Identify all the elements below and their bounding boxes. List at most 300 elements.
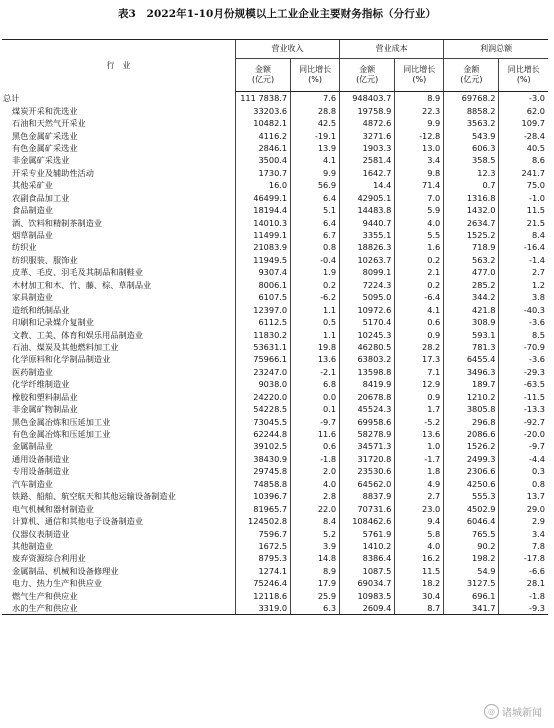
cost-growth: 7.0 — [395, 192, 444, 204]
revenue-growth: 0.5 — [291, 316, 340, 328]
profit-amount: 696.1 — [444, 590, 499, 602]
profit-amount: 0.7 — [444, 179, 499, 191]
profit-amount: 718.9 — [444, 241, 499, 253]
profit-growth: -9.3 — [499, 602, 548, 615]
cost-growth: 4.0 — [395, 216, 444, 228]
industry-name: 造纸和纸制品业 — [12, 304, 70, 315]
profit-growth: -9.7 — [499, 440, 548, 452]
profit-growth: 21.5 — [499, 216, 548, 228]
cost-growth: 5.9 — [395, 204, 444, 216]
revenue-amount: 39102.5 — [235, 440, 290, 452]
cost-amount: 14.4 — [340, 179, 395, 191]
industry-name: 文教、工美、体育和娱乐用品制造业 — [12, 329, 144, 340]
profit-amount: 198.2 — [444, 552, 499, 564]
amount-header: 金额 (亿元) — [340, 59, 395, 92]
profit-amount: 593.1 — [444, 328, 499, 340]
cost-amount: 46280.5 — [340, 341, 395, 353]
industry-name: 废弃资源综合利用业 — [12, 553, 86, 564]
cost-growth: -1.7 — [395, 453, 444, 465]
profit-growth: -16.4 — [499, 241, 548, 253]
table-row — [2, 303, 548, 315]
revenue-growth: 13.6 — [291, 353, 340, 365]
industry-name: 有色金属冶炼和压延加工业 — [12, 429, 111, 440]
revenue-growth: 0.2 — [291, 279, 340, 291]
cost-amount: 10245.3 — [340, 328, 395, 340]
profit-group-header: 利润总额 — [444, 40, 548, 59]
revenue-amount: 33203.6 — [235, 104, 290, 116]
table-row — [2, 391, 548, 403]
profit-growth: 0.8 — [499, 478, 548, 490]
revenue-amount: 29745.8 — [235, 465, 290, 477]
profit-amount: 421.8 — [444, 303, 499, 315]
revenue-amount: 11830.2 — [235, 328, 290, 340]
industry-name: 皮革、毛皮、羽毛及其制品和制鞋业 — [12, 267, 144, 278]
revenue-amount: 75246.4 — [235, 577, 290, 589]
cost-growth: -12.8 — [395, 129, 444, 141]
industry-name: 黑色金属冶炼和压延加工业 — [12, 416, 111, 427]
table-row — [2, 241, 548, 253]
profit-amount: 6046.4 — [444, 515, 499, 527]
industry-name: 家具制造业 — [12, 292, 53, 303]
watermark-logo-icon: ◎ — [484, 704, 499, 719]
profit-amount: 12.3 — [444, 167, 499, 179]
revenue-growth: 14.8 — [291, 552, 340, 564]
profit-growth: -1.4 — [499, 254, 548, 266]
industry-name: 有色金属矿采选业 — [12, 142, 78, 153]
table-row — [2, 279, 548, 291]
cost-amount: 7224.3 — [340, 279, 395, 291]
cost-amount: 69958.6 — [340, 415, 395, 427]
profit-growth: 29.0 — [499, 502, 548, 514]
profit-growth: -40.3 — [499, 303, 548, 315]
cost-growth: 1.8 — [395, 465, 444, 477]
cost-growth: 13.0 — [395, 142, 444, 154]
revenue-growth: 13.9 — [291, 142, 340, 154]
profit-growth: 7.8 — [499, 540, 548, 552]
revenue-amount: 54228.5 — [235, 403, 290, 415]
industry-name: 石油和天然气开采业 — [12, 118, 86, 129]
cost-amount: 5761.9 — [340, 527, 395, 539]
revenue-growth: 3.9 — [291, 540, 340, 552]
industry-name: 通用设备制造业 — [12, 453, 70, 464]
cost-amount: 23530.6 — [340, 465, 395, 477]
profit-growth: 2.7 — [499, 266, 548, 278]
cost-amount: 34571.3 — [340, 440, 395, 452]
cost-growth: 28.2 — [395, 341, 444, 353]
profit-growth: 3.4 — [499, 527, 548, 539]
cost-growth: 0.2 — [395, 254, 444, 266]
profit-amount: 189.7 — [444, 378, 499, 390]
profit-growth: 0.3 — [499, 465, 548, 477]
industry-name: 木材加工和木、竹、藤、棕、草制品业 — [12, 279, 152, 290]
revenue-amount: 1274.1 — [235, 565, 290, 577]
profit-amount: 3563.2 — [444, 117, 499, 129]
table-row — [2, 129, 548, 141]
revenue-growth: -19.1 — [291, 129, 340, 141]
cost-growth: 9.8 — [395, 167, 444, 179]
cost-amount: 19758.9 — [340, 104, 395, 116]
profit-amount: 555.3 — [444, 490, 499, 502]
industry-name: 非金属矿采选业 — [12, 155, 70, 166]
revenue-amount: 3500.4 — [235, 154, 290, 166]
cost-amount: 3271.6 — [340, 129, 395, 141]
revenue-growth: 0.0 — [291, 391, 340, 403]
profit-amount: 4250.6 — [444, 478, 499, 490]
profit-amount: 563.2 — [444, 254, 499, 266]
industry-header: 行 业 — [2, 40, 235, 92]
cost-growth: 1.0 — [395, 440, 444, 452]
profit-amount: 1210.2 — [444, 391, 499, 403]
cost-growth: 0.9 — [395, 391, 444, 403]
revenue-growth: 19.8 — [291, 341, 340, 353]
profit-amount: 90.2 — [444, 540, 499, 552]
cost-growth: 12.9 — [395, 378, 444, 390]
cost-growth: 5.8 — [395, 527, 444, 539]
revenue-growth: 5.2 — [291, 527, 340, 539]
profit-amount: 2634.7 — [444, 216, 499, 228]
revenue-amount: 2846.1 — [235, 142, 290, 154]
profit-growth: 40.5 — [499, 142, 548, 154]
profit-amount: 1525.2 — [444, 229, 499, 241]
revenue-amount: 18194.4 — [235, 204, 290, 216]
cost-growth: 22.3 — [395, 104, 444, 116]
revenue-amount: 12397.0 — [235, 303, 290, 315]
table-row — [2, 341, 548, 353]
cost-growth: 30.4 — [395, 590, 444, 602]
revenue-amount: 24220.0 — [235, 391, 290, 403]
profit-growth: -29.3 — [499, 366, 548, 378]
revenue-growth: 1.1 — [291, 303, 340, 315]
cost-growth: -6.4 — [395, 291, 444, 303]
table-row — [2, 565, 548, 577]
watermark — [484, 704, 542, 719]
industry-name: 汽车制造业 — [12, 478, 53, 489]
revenue-growth: 2.0 — [291, 465, 340, 477]
profit-growth: -1.8 — [499, 590, 548, 602]
profit-growth: -11.5 — [499, 391, 548, 403]
revenue-amount: 9307.4 — [235, 266, 290, 278]
profit-amount: 3496.3 — [444, 366, 499, 378]
industry-name: 化学原料和化学制品制造业 — [12, 354, 111, 365]
table-row — [2, 353, 548, 365]
revenue-amount: 11949.5 — [235, 254, 290, 266]
cost-growth: 2.7 — [395, 490, 444, 502]
table-row — [2, 428, 548, 440]
cost-amount: 31720.8 — [340, 453, 395, 465]
revenue-amount: 9038.0 — [235, 378, 290, 390]
table-row — [2, 179, 548, 191]
cost-growth: -5.2 — [395, 415, 444, 427]
industry-name: 医药制造业 — [12, 366, 53, 377]
profit-amount: 606.3 — [444, 142, 499, 154]
profit-amount: 781.3 — [444, 341, 499, 353]
industry-name: 开采专业及辅助性活动 — [12, 167, 94, 178]
cost-amount: 42905.1 — [340, 192, 395, 204]
profit-growth: 2.9 — [499, 515, 548, 527]
industry-name: 煤炭开采和洗选业 — [12, 105, 78, 116]
industry-name: 橡胶和塑料制品业 — [12, 391, 78, 402]
table-row — [2, 154, 548, 166]
cost-growth: 1.7 — [395, 403, 444, 415]
table-row — [2, 266, 548, 278]
industry-name: 水的生产和供应业 — [2, 602, 235, 615]
table-row — [2, 440, 548, 452]
cost-amount: 20678.8 — [340, 391, 395, 403]
cost-amount: 5095.0 — [340, 291, 395, 303]
profit-growth: -4.4 — [499, 453, 548, 465]
cost-growth: 17.3 — [395, 353, 444, 365]
amount-header: 金额 (亿元) — [235, 59, 290, 92]
cost-amount: 3355.1 — [340, 229, 395, 241]
cost-growth: 9.4 — [395, 515, 444, 527]
cost-growth: 1.6 — [395, 241, 444, 253]
profit-growth: 8.4 — [499, 229, 548, 241]
table-row — [2, 378, 548, 390]
cost-amount: 14483.8 — [340, 204, 395, 216]
cost-group-header: 营业成本 — [340, 40, 444, 59]
revenue-group-header: 营业收入 — [235, 40, 339, 59]
cost-amount: 8837.9 — [340, 490, 395, 502]
cost-growth: 9.9 — [395, 117, 444, 129]
profit-growth: 1.2 — [499, 279, 548, 291]
profit-growth: 8.6 — [499, 154, 548, 166]
revenue-amount: 75966.1 — [235, 353, 290, 365]
profit-growth: -92.7 — [499, 415, 548, 427]
revenue-amount: 10396.7 — [235, 490, 290, 502]
revenue-amount: 7596.7 — [235, 527, 290, 539]
profit-amount: 344.2 — [444, 291, 499, 303]
industry-name: 总计 — [3, 92, 20, 103]
cost-growth: 4.9 — [395, 478, 444, 490]
revenue-amount: 111 7838.7 — [235, 92, 290, 105]
profit-growth: -13.3 — [499, 403, 548, 415]
revenue-amount: 4116.2 — [235, 129, 290, 141]
cost-amount: 2581.4 — [340, 154, 395, 166]
cost-growth: 23.0 — [395, 502, 444, 514]
profit-growth: -17.8 — [499, 552, 548, 564]
revenue-growth: 6.7 — [291, 229, 340, 241]
revenue-growth: 7.6 — [291, 92, 340, 105]
growth-header: 同比增长 (%) — [499, 59, 548, 92]
cost-amount: 8099.1 — [340, 266, 395, 278]
industry-name: 计算机、通信和其他电子设备制造业 — [12, 516, 144, 527]
table-row — [2, 490, 548, 502]
industry-name: 食品制造业 — [12, 205, 53, 216]
cost-amount: 8419.9 — [340, 378, 395, 390]
cost-amount: 10983.5 — [340, 590, 395, 602]
revenue-growth: 4.0 — [291, 478, 340, 490]
cost-growth: 8.9 — [395, 92, 444, 105]
revenue-growth: 4.1 — [291, 154, 340, 166]
profit-amount: 296.8 — [444, 415, 499, 427]
cost-amount: 58278.9 — [340, 428, 395, 440]
profit-amount: 69768.2 — [444, 92, 499, 105]
cost-growth: 2.1 — [395, 266, 444, 278]
revenue-amount: 16.0 — [235, 179, 290, 191]
table-row — [2, 465, 548, 477]
revenue-growth: 8.4 — [291, 515, 340, 527]
amount-header: 金额 (亿元) — [444, 59, 499, 92]
revenue-growth: -9.7 — [291, 415, 340, 427]
profit-amount: 1316.8 — [444, 192, 499, 204]
cost-growth: 8.7 — [395, 602, 444, 615]
profit-growth: -28.4 — [499, 129, 548, 141]
cost-amount: 8386.4 — [340, 552, 395, 564]
industry-name: 纺织业 — [12, 242, 37, 253]
profit-amount: 285.2 — [444, 279, 499, 291]
revenue-growth: 6.4 — [291, 216, 340, 228]
cost-amount: 948403.7 — [340, 92, 395, 105]
cost-amount: 5170.4 — [340, 316, 395, 328]
revenue-growth: -2.1 — [291, 366, 340, 378]
profit-amount: 477.0 — [444, 266, 499, 278]
revenue-growth: 5.1 — [291, 204, 340, 216]
revenue-growth: 1.9 — [291, 266, 340, 278]
profit-growth: -20.0 — [499, 428, 548, 440]
revenue-growth: 11.6 — [291, 428, 340, 440]
revenue-amount: 46499.1 — [235, 192, 290, 204]
industry-name: 其他采矿业 — [12, 180, 53, 191]
profit-amount: 3805.8 — [444, 403, 499, 415]
industry-name: 金属制品、机械和设备修理业 — [12, 565, 119, 576]
table-row — [2, 216, 548, 228]
table-row — [2, 316, 548, 328]
profit-growth: -3.6 — [499, 353, 548, 365]
profit-growth: 241.7 — [499, 167, 548, 179]
table-row — [2, 403, 548, 415]
industry-name: 烟草制品业 — [12, 230, 53, 241]
profit-amount: 341.7 — [444, 602, 499, 615]
revenue-growth: 9.9 — [291, 167, 340, 179]
revenue-amount: 6112.5 — [235, 316, 290, 328]
table-row — [2, 328, 548, 340]
cost-amount: 9440.7 — [340, 216, 395, 228]
profit-amount: 2086.6 — [444, 428, 499, 440]
revenue-amount: 124502.8 — [235, 515, 290, 527]
profit-amount: 308.9 — [444, 316, 499, 328]
cost-amount: 1903.3 — [340, 142, 395, 154]
profit-growth: 3.8 — [499, 291, 548, 303]
cost-growth: 4.1 — [395, 303, 444, 315]
cost-growth: 3.4 — [395, 154, 444, 166]
cost-amount: 10263.7 — [340, 254, 395, 266]
revenue-amount: 62244.8 — [235, 428, 290, 440]
industry-name: 酒、饮料和精制茶制造业 — [12, 217, 103, 228]
cost-growth: 18.2 — [395, 577, 444, 589]
industry-name: 印刷和记录媒介复制业 — [12, 317, 94, 328]
industry-name: 纺织服装、服饰业 — [12, 254, 78, 265]
revenue-growth: 0.8 — [291, 241, 340, 253]
revenue-amount: 6107.5 — [235, 291, 290, 303]
cost-amount: 1410.2 — [340, 540, 395, 552]
industry-name: 非金属矿物制品业 — [12, 404, 78, 415]
profit-growth: 11.5 — [499, 204, 548, 216]
cost-growth: 5.5 — [395, 229, 444, 241]
table-row — [2, 117, 548, 129]
cost-amount: 13598.8 — [340, 366, 395, 378]
table-row — [2, 478, 548, 490]
table-title: 表3 2022年1-10月份规模以上工业企业主要财务指标（分行业） — [117, 8, 437, 20]
table-row — [2, 291, 548, 303]
revenue-growth: 6.4 — [291, 192, 340, 204]
profit-growth: -63.5 — [499, 378, 548, 390]
revenue-amount: 10482.1 — [235, 117, 290, 129]
revenue-amount: 21083.9 — [235, 241, 290, 253]
cost-growth: 0.2 — [395, 279, 444, 291]
cost-amount: 1642.7 — [340, 167, 395, 179]
cost-amount: 64562.0 — [340, 478, 395, 490]
profit-amount: 765.5 — [444, 527, 499, 539]
profit-amount: 3127.5 — [444, 577, 499, 589]
revenue-growth: -6.2 — [291, 291, 340, 303]
revenue-growth: 42.5 — [291, 117, 340, 129]
cost-growth: 11.5 — [395, 565, 444, 577]
table-row — [2, 192, 548, 204]
table-row — [2, 577, 548, 589]
revenue-amount: 38430.9 — [235, 453, 290, 465]
revenue-growth: 28.8 — [291, 104, 340, 116]
table-row — [2, 366, 548, 378]
cost-amount: 10972.6 — [340, 303, 395, 315]
revenue-growth: 8.9 — [291, 565, 340, 577]
revenue-growth: -1.8 — [291, 453, 340, 465]
profit-amount: 358.5 — [444, 154, 499, 166]
table-row — [2, 540, 548, 552]
cost-amount: 63803.2 — [340, 353, 395, 365]
watermark-text: 诸城新闻 — [502, 708, 542, 719]
profit-growth: 62.0 — [499, 104, 548, 116]
cost-amount: 1087.5 — [340, 565, 395, 577]
cost-growth: 0.9 — [395, 328, 444, 340]
industry-name: 电力、热力生产和供应业 — [12, 578, 103, 589]
revenue-growth: 22.0 — [291, 502, 340, 514]
table-row — [2, 515, 548, 527]
profit-amount: 1432.0 — [444, 204, 499, 216]
revenue-amount: 8006.1 — [235, 279, 290, 291]
revenue-amount: 74858.8 — [235, 478, 290, 490]
industry-name: 燃气生产和供应业 — [12, 590, 78, 601]
profit-growth: -3.0 — [499, 92, 548, 105]
revenue-growth: 0.6 — [291, 440, 340, 452]
industry-name: 仪器仪表制造业 — [12, 528, 70, 539]
table-row — [2, 92, 548, 105]
profit-growth: -3.6 — [499, 316, 548, 328]
revenue-amount: 1730.7 — [235, 167, 290, 179]
revenue-amount: 1672.5 — [235, 540, 290, 552]
industry-name: 金属制品业 — [12, 441, 53, 452]
table-row — [2, 254, 548, 266]
industry-name: 铁路、船舶、航空航天和其他运输设备制造业 — [12, 491, 176, 502]
profit-amount: 8858.2 — [444, 104, 499, 116]
cost-amount: 108462.6 — [340, 515, 395, 527]
cost-growth: 0.6 — [395, 316, 444, 328]
profit-growth: 75.0 — [499, 179, 548, 191]
revenue-amount: 12118.6 — [235, 590, 290, 602]
table-body — [2, 92, 548, 615]
revenue-amount: 73045.5 — [235, 415, 290, 427]
revenue-amount: 11499.1 — [235, 229, 290, 241]
industry-name: 农副食品加工业 — [12, 192, 70, 203]
financial-indicators-table — [2, 39, 548, 615]
profit-amount: 2499.3 — [444, 453, 499, 465]
table-row — [2, 142, 548, 154]
industry-name: 电气机械和器材制造业 — [12, 503, 94, 514]
profit-growth: 28.1 — [499, 577, 548, 589]
profit-amount: 4502.9 — [444, 502, 499, 514]
cost-amount: 2609.4 — [340, 602, 395, 615]
revenue-amount: 81965.7 — [235, 502, 290, 514]
profit-growth: 13.7 — [499, 490, 548, 502]
